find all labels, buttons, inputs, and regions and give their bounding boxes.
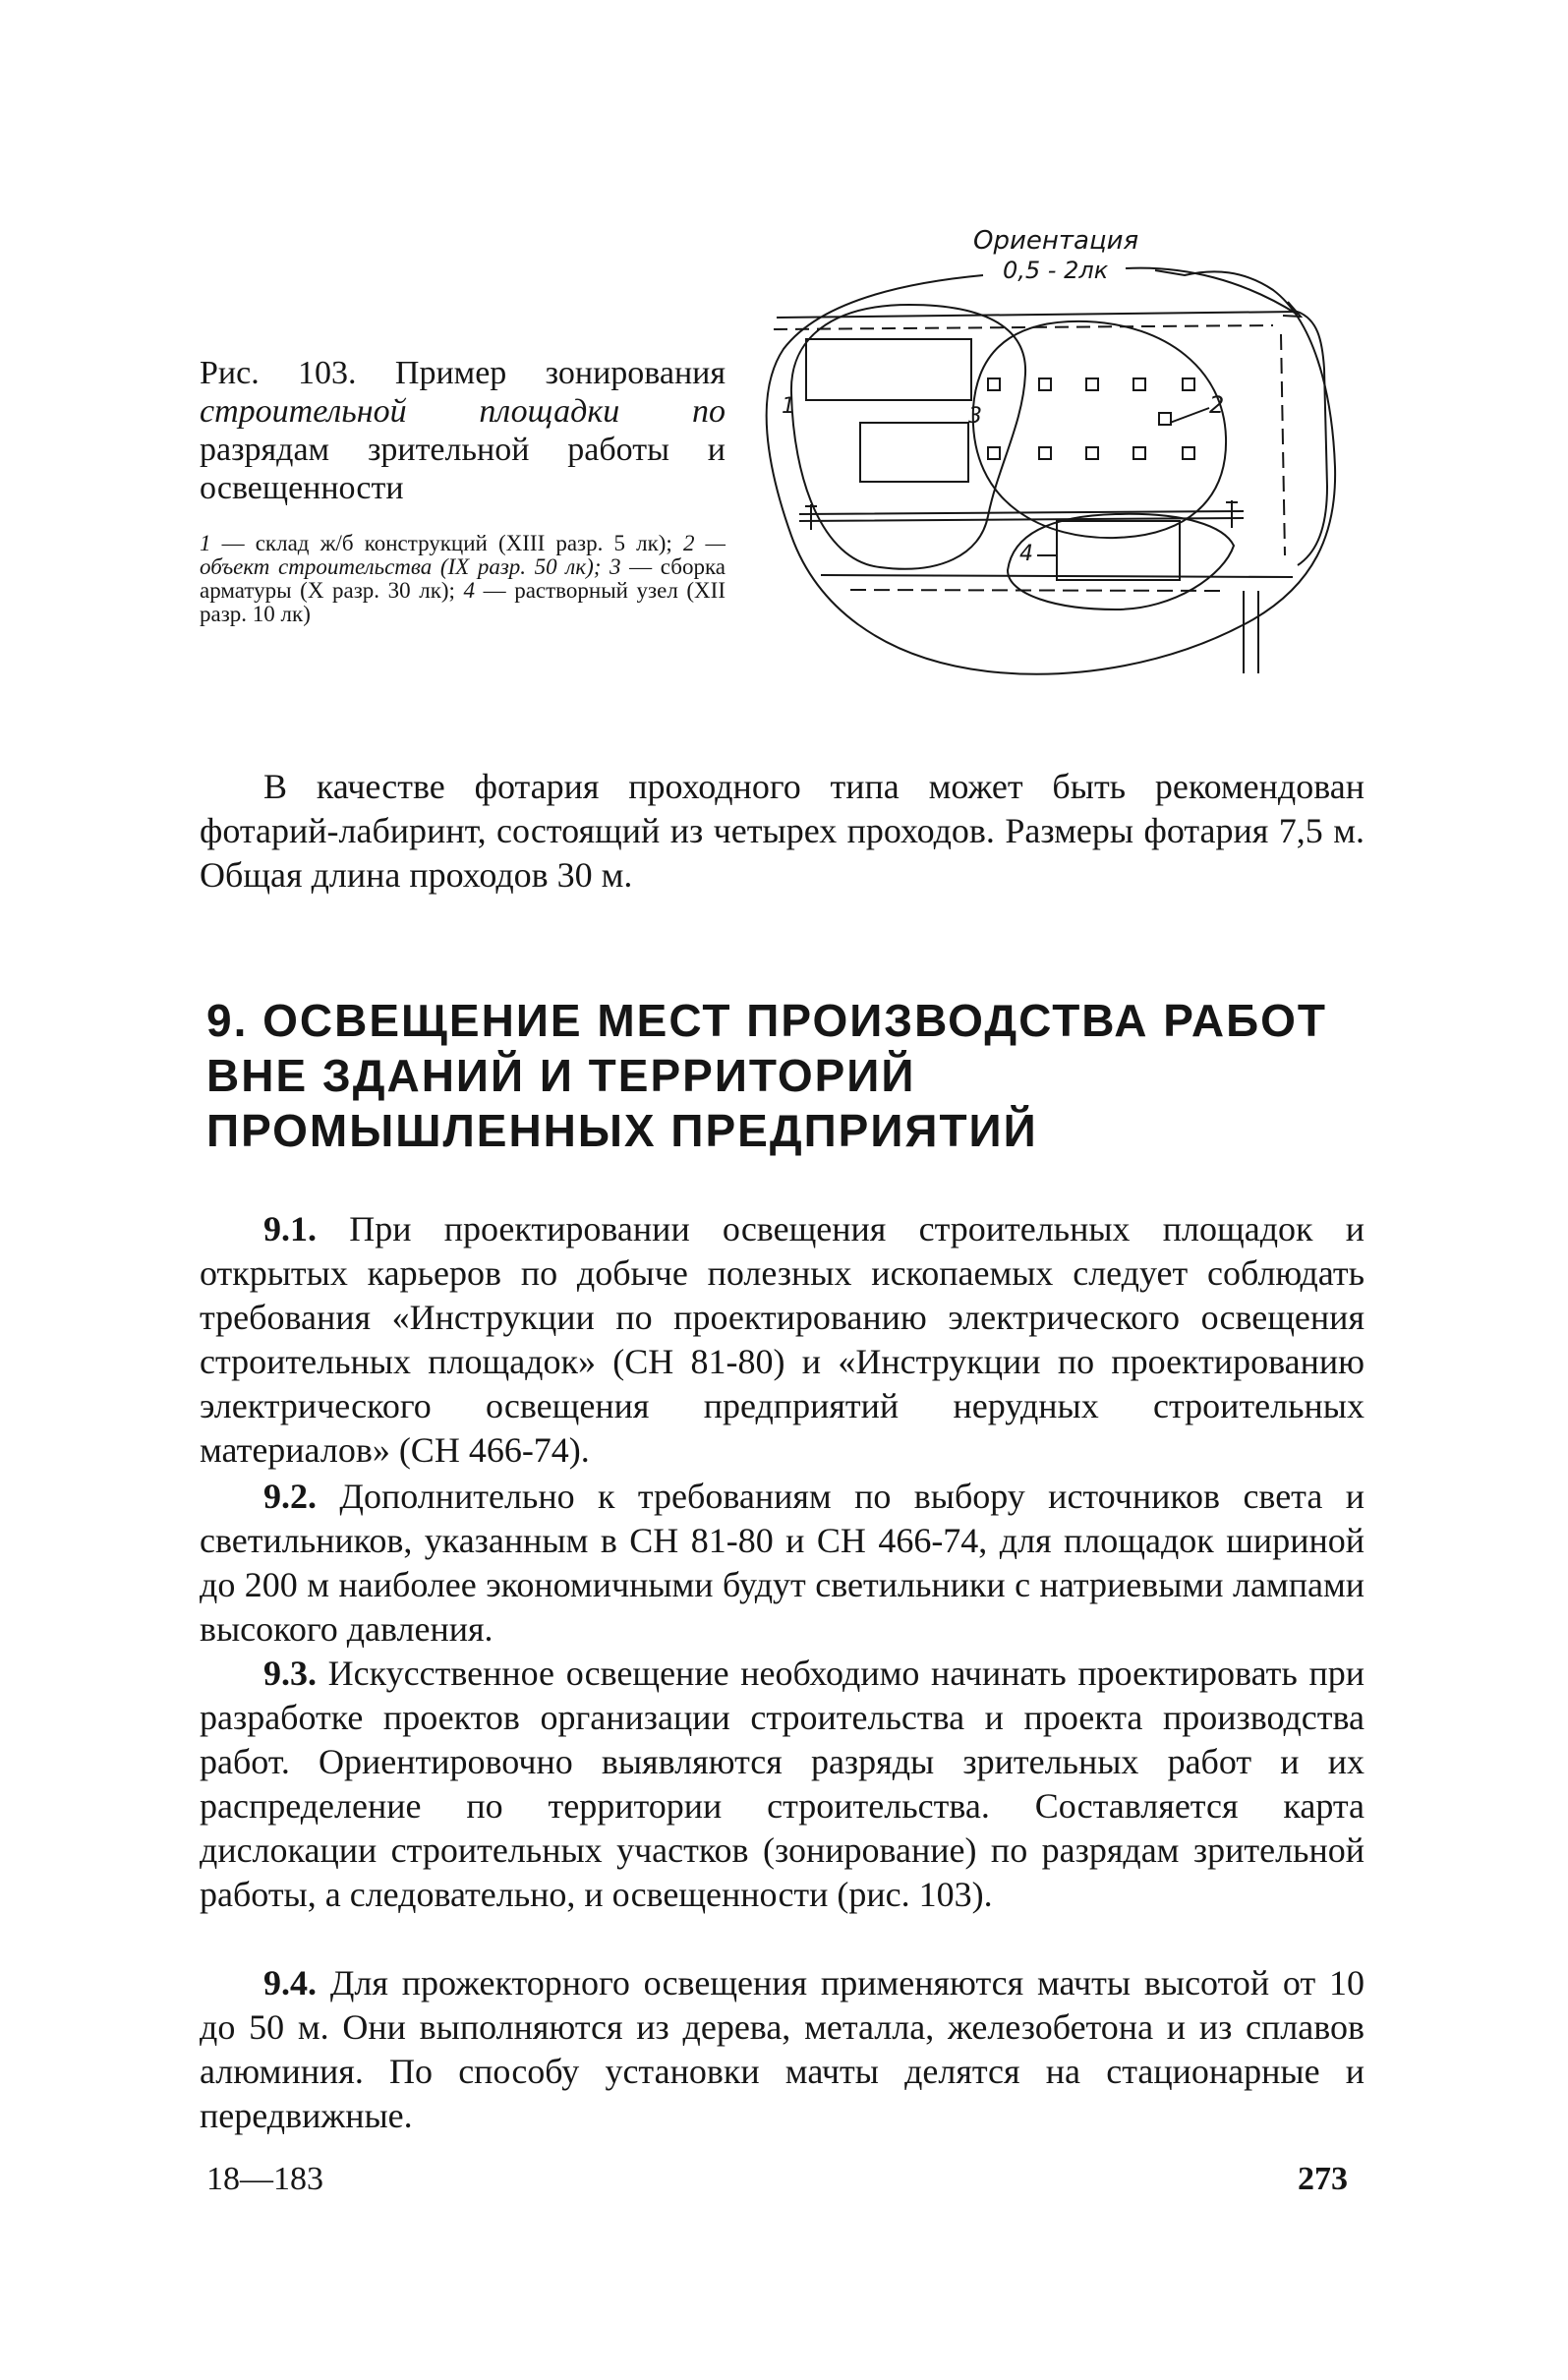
heading-line-2: ВНЕ ЗДАНИЙ И ТЕРРИТОРИЙ [206, 1050, 916, 1101]
intro-paragraph: В качестве фотария проходного типа может быть рекомендован фотарий-лабиринт, состоящий из четырех проходов. Размеры фотария 7,5 м. Общая длина проходов 30 м. [200, 767, 1365, 895]
zone-label-3: 3 [968, 404, 982, 429]
road-right-2 [1281, 334, 1285, 555]
zoning-diagram [762, 221, 1352, 693]
zone2-leader [1170, 408, 1209, 423]
legend-num-4: 4 [463, 578, 476, 603]
crane-stop-left [805, 504, 817, 530]
zone-label-2: 2 [1209, 391, 1225, 419]
figure-caption [200, 354, 726, 626]
signature-mark: 18—183 [206, 2161, 323, 2197]
paragraph-text: Искусственное освещение необходимо начинать проектировать при разработке проектов организации строительства и проекта производства работ. Ориентировочно выявляются разряды зрительных работ и их распределение по территории строительства. Составляется карта дислокации строительных участков (зонирование) по разрядам зрительной работы, а следовательно, и освещенности (рис. 103). [200, 1654, 1365, 1914]
legend-text-3: — сборка арматуры (X разр. 30 лк); [200, 554, 726, 603]
road-bottom-2 [850, 590, 1224, 591]
road-right [1298, 312, 1327, 565]
caption-rest: разрядам зрительной работы и освещенности [200, 432, 726, 506]
legend-text-2: — объект строительства (IX разр. 50 лк); [200, 531, 726, 579]
zone-label-1: 1 [782, 394, 795, 419]
legend-num-3: 3 [610, 554, 621, 579]
paragraph-number: 9.4. [263, 1963, 317, 2003]
crane-stop-right [1226, 500, 1238, 528]
road-top-2 [774, 325, 1273, 329]
paragraph-text: Для прожекторного освещения применяются мачты высотой от 10 до 50 м. Они выполняются из дерева, металла, железобетона и из сплавов алюминия. По способу установки мачты делятся на стационарные и передвижные. [200, 1963, 1365, 2135]
page-number: 273 [1298, 2161, 1348, 2197]
paragraph-9-3 [200, 1652, 1365, 1917]
zone4-contour [1008, 514, 1234, 610]
caption-plain: Пример зонирования [356, 355, 726, 391]
legend-num-2: 2 [682, 531, 695, 555]
zoning-diagram-svg [762, 221, 1352, 693]
paragraph-number: 9.1. [263, 1209, 317, 1248]
orientation-value: 0,5 - 2лк [1003, 257, 1109, 284]
zone1-contour [791, 305, 1025, 569]
caption-legend [200, 532, 726, 626]
paragraph-text: Дополнительно к требованиям по выбору источников света и светильников, указанным в СН 81-80 и СН 466-74, для площадок шириной до 200 м наиболее экономичными будут светильники с натриевыми лампами высокого давления. [200, 1477, 1365, 1649]
legend-num-1: 1 [200, 531, 211, 555]
orientation-arrow-line [1126, 268, 1298, 315]
paragraph-9-4 [200, 1961, 1365, 2138]
legend-text-4: — растворный узел (XII разр. 10 лк) [200, 578, 726, 626]
heading-line-3: ПРОМЫШЛЕННЫХ ПРЕДПРИЯТИЙ [206, 1105, 1038, 1156]
road-exit [1244, 591, 1258, 673]
paragraph-text: При проектировании освещения строительных площадок и открытых карьеров по добыче полезных ископаемых следует соблюдать требования «Инструкции по проектированию электрического освещения строительных площадок» (СН 81-80) и «Инструкции по проектированию электрического освещения предприятий нерудных строительных материалов» (СН 466-74). [200, 1209, 1365, 1470]
caption-label: Рис. 103. [200, 355, 357, 391]
caption-title [200, 354, 726, 507]
section-heading [206, 993, 1366, 1158]
legend-text-1: — склад ж/б конструкций (XIII разр. 5 лк); [210, 531, 683, 555]
paragraph-9-1 [200, 1207, 1365, 1473]
zone2-columns [988, 378, 1194, 459]
zone2-object [860, 423, 968, 482]
orientation-label: Ориентация [973, 226, 1139, 256]
zone1-warehouse [806, 339, 971, 400]
caption-italic: строительной площадки по [200, 393, 726, 430]
paragraph-number: 9.2. [263, 1477, 317, 1516]
paragraph-9-2 [200, 1475, 1365, 1652]
paragraph-number: 9.3. [263, 1654, 317, 1693]
zone2-contour [973, 321, 1226, 538]
heading-line-1: 9. ОСВЕЩЕНИЕ МЕСТ ПРОИЗВОДСТВА РАБОТ [206, 995, 1328, 1046]
outer-boundary [767, 270, 1335, 674]
zone-label-4: 4 [1019, 542, 1033, 566]
